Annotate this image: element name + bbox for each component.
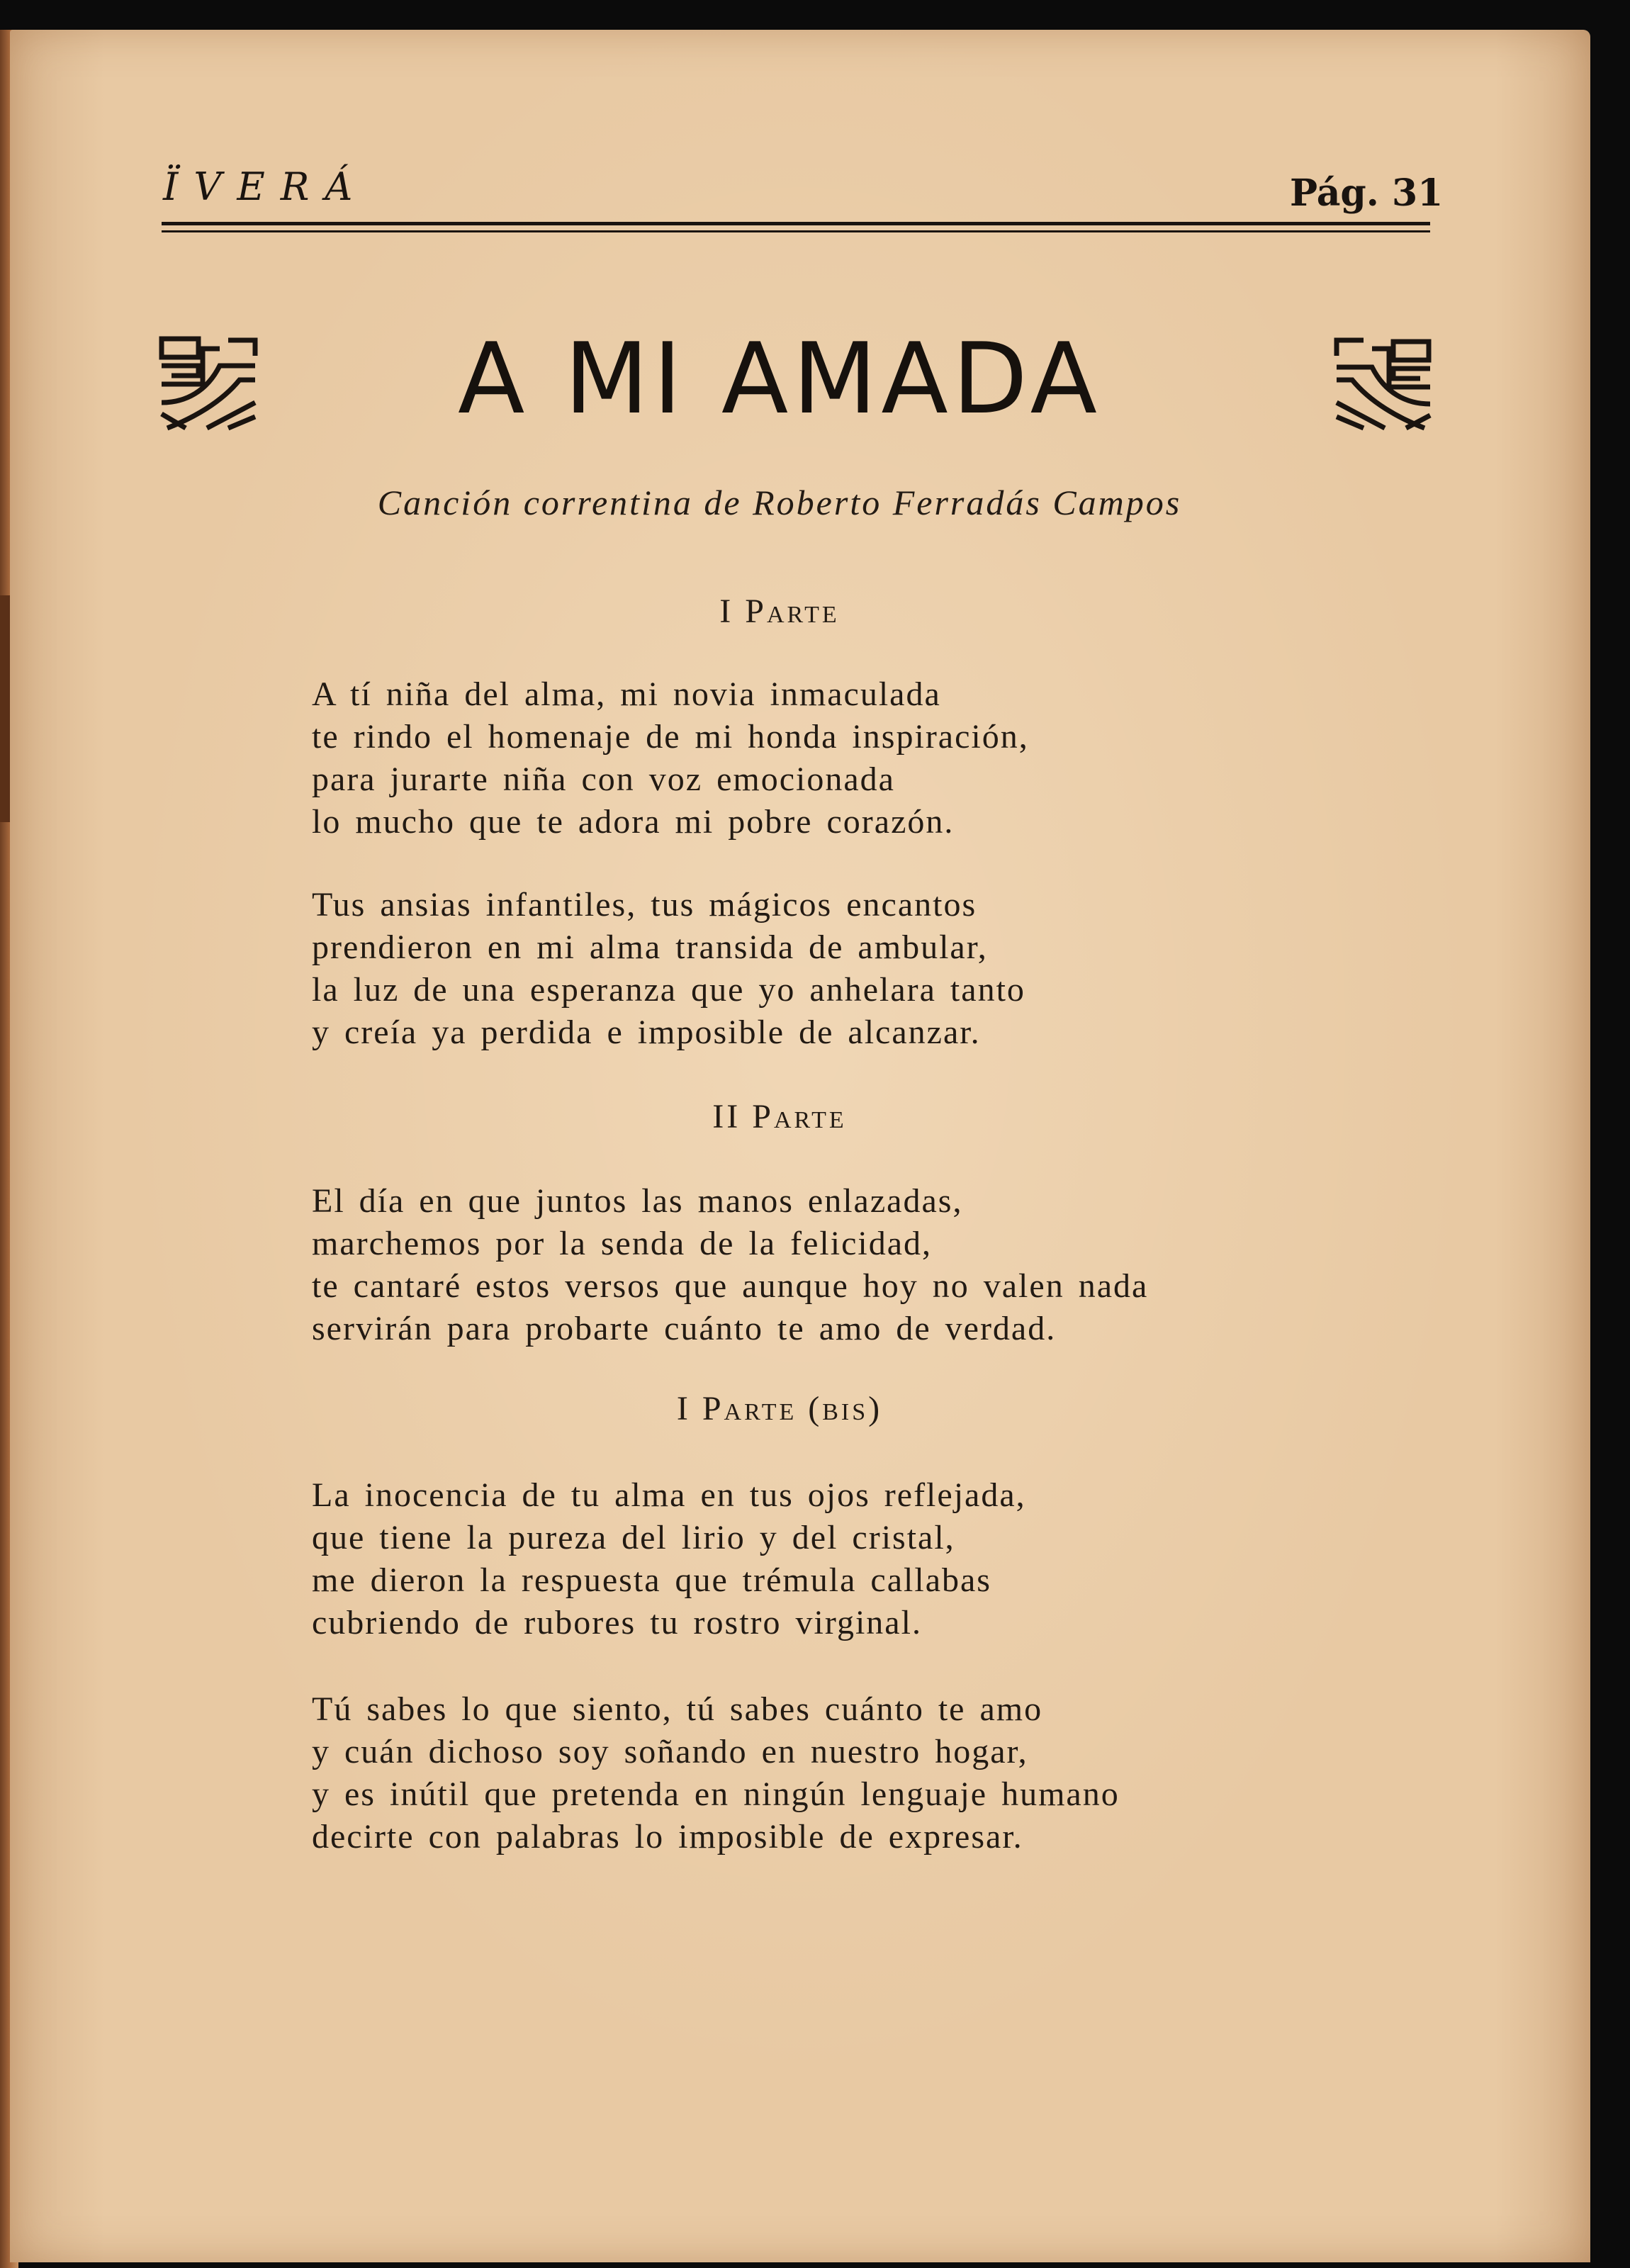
- poem-title: A MI AMADA: [457, 322, 1101, 436]
- header-rule-thick: [162, 222, 1430, 225]
- verse-line: te cantaré estos versos que aunque hoy no valen nada: [312, 1267, 1149, 1305]
- section-title-1: I Parte: [719, 593, 840, 630]
- verse-line: te rindo el homenaje de mi honda inspiración,: [312, 718, 1029, 756]
- verse-line: me dieron la respuesta que trémula callabas: [312, 1561, 991, 1599]
- verse-line: La inocencia de tu alma en tus ojos reflejada,: [312, 1476, 1026, 1514]
- page-number: Pág. 31: [1290, 172, 1444, 215]
- verse-line: Tus ansias infantiles, tus mágicos encantos: [312, 886, 977, 924]
- verse-line: y cuán dichoso soy soñando en nuestro hogar,: [312, 1733, 1028, 1770]
- header-rule-thin: [162, 230, 1430, 232]
- verse-line: decirte con palabras lo imposible de expresar.: [312, 1818, 1023, 1856]
- verse-line: que tiene la pureza del lirio y del cristal,: [312, 1519, 955, 1556]
- stanza-5: [312, 1688, 1375, 1858]
- verse-line: y es inútil que pretenda en ningún lenguaje humano: [312, 1775, 1120, 1813]
- running-head: ÏVERÁ: [163, 164, 369, 209]
- verse-line: servirán para probarte cuánto te amo de verdad.: [312, 1310, 1057, 1347]
- geometric-ornament-left-icon: [157, 335, 259, 434]
- verse-line: El día en que juntos las manos enlazadas,: [312, 1182, 963, 1220]
- verse-line: lo mucho que te adora mi pobre corazón.: [312, 803, 955, 841]
- verse-line: Tú sabes lo que siento, tú sabes cuánto te amo: [312, 1690, 1043, 1728]
- verse-line: y creía ya perdida e imposible de alcanzar.: [312, 1014, 981, 1051]
- stanza-3: [312, 1180, 1375, 1350]
- section-title-2: II Parte: [712, 1098, 847, 1135]
- stanza-2: [312, 884, 1375, 1054]
- section-title-3: I Parte (bis): [676, 1390, 883, 1427]
- verse-line: para jurarte niña con voz emocionada: [312, 760, 895, 798]
- verse-line: cubriendo de rubores tu rostro virginal.: [312, 1604, 922, 1641]
- verse-line: marchemos por la senda de la felicidad,: [312, 1225, 933, 1262]
- stanza-1: [312, 673, 1375, 843]
- geometric-ornament-right-icon: [1332, 335, 1434, 434]
- verse-line: A tí niña del alma, mi novia inmaculada: [312, 675, 941, 713]
- poem-subtitle: Canción correntina de Roberto Ferradás Campos: [377, 483, 1182, 522]
- stanza-4: [312, 1474, 1375, 1644]
- verse-line: la luz de una esperanza que yo anhelara tanto: [312, 971, 1025, 1009]
- verse-line: prendieron en mi alma transida de ambular,: [312, 928, 988, 966]
